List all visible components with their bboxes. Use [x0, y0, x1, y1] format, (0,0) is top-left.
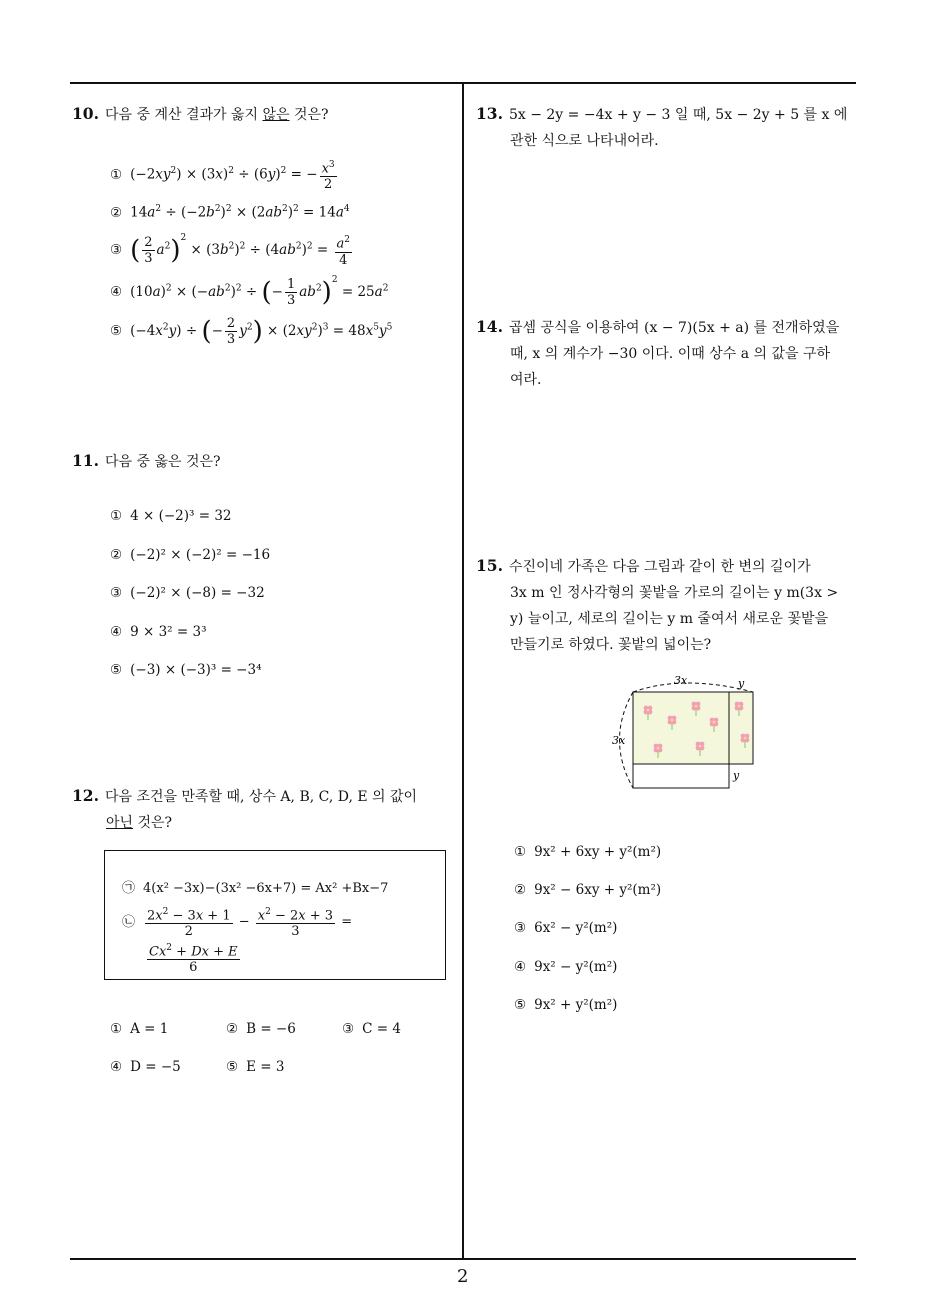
q15-option-2[interactable]: ② 9x² − 6xy + y²(m²): [514, 882, 662, 898]
top-arc: [633, 683, 753, 692]
question-number: 14.: [476, 317, 503, 336]
question-text: 곱셈 공식을 이용하여 (x − 7)(5x + a) 를 전개하였을: [508, 320, 840, 336]
question-text: 다음 중 옳은 것은?: [104, 454, 221, 470]
q10-option-4[interactable]: ④ $(10a)^2 \times (-ab^2)^2$ ÷ (− $\frac{1}{3}$ $ab^2)^2 = 25a^2$: [110, 275, 389, 308]
question-11: [72, 448, 457, 475]
question-text-line4: 만들기로 하였다. 꽃밭의 넓이는?: [510, 637, 712, 653]
question-15: [476, 553, 866, 658]
q11-option-1[interactable]: ① 4 × (−2)³ = 32: [110, 508, 232, 524]
column-divider: [462, 82, 464, 1260]
label-top-y: y: [738, 677, 745, 690]
removed-strip: [633, 764, 729, 788]
label-top-3x: 3x: [674, 674, 688, 687]
question-12: [72, 783, 457, 836]
question-13: [476, 101, 866, 154]
q15-option-1[interactable]: ① 9x² + 6xy + y²(m²): [514, 844, 662, 860]
q12-option-5[interactable]: ⑤ E = 3: [226, 1059, 285, 1075]
bottom-rule: [70, 1258, 856, 1260]
q12-option-1[interactable]: ① A = 1: [110, 1021, 169, 1037]
question-number: 15.: [476, 556, 503, 575]
question-text-line2: 아닌 것은?: [106, 815, 173, 831]
q11-option-4[interactable]: ④ 9 × 3² = 3³: [110, 624, 207, 640]
condition-2-rhs: $\frac{Cx^2 + Dx + E}{6}$: [149, 943, 238, 976]
condition-1: ㉠ 4(x² −3x)−(3x² −6x+7) = Ax² +Bx−7: [122, 881, 389, 896]
q12-option-4[interactable]: ④ D = −5: [110, 1059, 181, 1075]
q15-option-5[interactable]: ⑤ 9x² + y²(m²): [514, 997, 618, 1013]
q12-option-2[interactable]: ② B = −6: [226, 1021, 296, 1037]
label-left-3x: 3x: [612, 734, 626, 747]
question-text-line2: 관한 식으로 나타내어라.: [510, 133, 659, 149]
question-number: 11.: [72, 451, 99, 470]
q12-option-3[interactable]: ③ C = 4: [342, 1021, 401, 1037]
question-number: 13.: [476, 104, 503, 123]
q10-option-2[interactable]: ② $14a^2 \div (-2b^2)^2 \times (2ab^2)^2 = 14a^4$: [110, 204, 350, 221]
q15-option-3[interactable]: ③ 6x² − y²(m²): [514, 920, 618, 936]
question-text: 5x − 2y = −4x + y − 3 일 때, 5x − 2y + 5 를 x 에: [508, 107, 848, 123]
question-text-line2: 3x m 인 정사각형의 꽃밭을 가로의 길이는 y m(3x >: [510, 585, 839, 601]
question-10: [72, 101, 457, 128]
flower-field-figure: [606, 672, 766, 802]
q10-option-1[interactable]: ① $(-2xy^2) \times (3x)^2 \div (6y)^2$ = − $\frac{x^3}{2}$: [110, 160, 335, 193]
question-number: 10.: [72, 104, 99, 123]
question-number: 12.: [72, 786, 99, 805]
question-text: 다음 조건을 만족할 때, 상수 A, B, C, D, E 의 값이: [104, 789, 418, 805]
question-text-line3: y) 늘이고, 세로의 길이는 y m 줄여서 새로운 꽃밭을: [510, 611, 829, 627]
q11-option-5[interactable]: ⑤ (−3) × (−3)³ = −3⁴: [110, 662, 262, 678]
q10-option-5[interactable]: ⑤ $(-4x^2y)$ ÷ (− $\frac{2}{3}$ $y^2) \times (2xy^2)^3 = 48x^5y^5$: [110, 316, 393, 347]
label-right-y: y: [733, 769, 740, 782]
page-number: 2: [457, 1266, 469, 1287]
question-text: 다음 중 계산 결과가 옳지 않은 것은?: [104, 107, 329, 123]
field-square: [633, 692, 729, 764]
question-text: 수진이네 가족은 다음 그림과 같이 한 변의 길이가: [508, 559, 811, 575]
question-14: [476, 314, 866, 393]
q11-option-3[interactable]: ③ (−2)² × (−8) = −32: [110, 585, 265, 601]
q11-option-2[interactable]: ② (−2)² × (−2)² = −16: [110, 547, 271, 563]
question-text-line3: 여라.: [510, 372, 542, 388]
q10-option-3[interactable]: ③ ( $\frac{2}{3}$ $a^2)^2 \times (3b^2)^2 \div (4ab^2)^2$ = $\frac{a^2}{4}$: [110, 233, 350, 268]
condition-2: ㉡ $\frac{2x^2 - 3x + 1}{2}$ − $\frac{x^2 - 2x + 3}{3}$ =: [122, 907, 353, 940]
q15-option-4[interactable]: ④ 9x² − y²(m²): [514, 959, 618, 975]
question-text-line2: 때, x 의 계수가 −30 이다. 이때 상수 a 의 값을 구하: [510, 346, 831, 362]
